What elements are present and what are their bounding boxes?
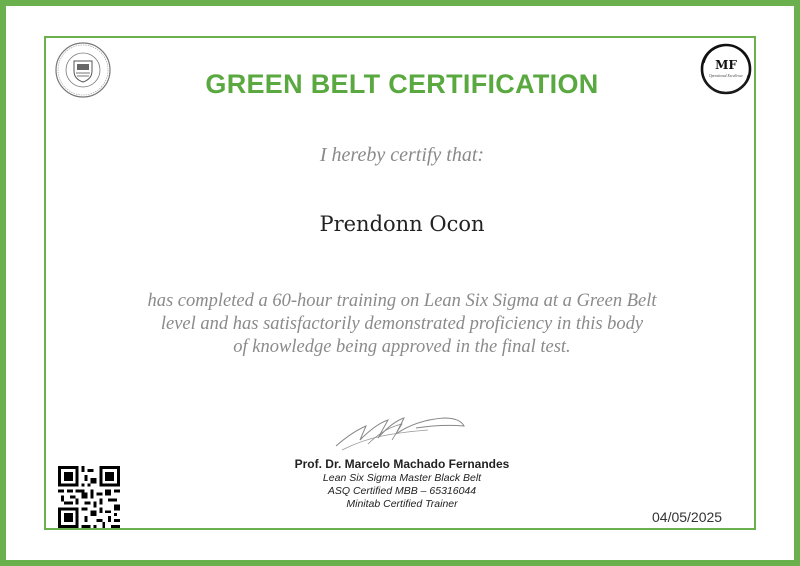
signer-credential: Lean Six Sigma Master Black Belt xyxy=(322,472,482,484)
statement-line: level and has satisfactorily demonstrated proficiency in this body xyxy=(160,314,644,334)
statement-line: has completed a 60-hour training on Lean Six Sigma at a Green Belt xyxy=(147,291,657,311)
mf-logo-tagline: Operational Excellence xyxy=(708,74,744,78)
signature-image xyxy=(332,410,472,452)
mf-logo-monogram: MF xyxy=(715,58,737,72)
signer-name: Prof. Dr. Marcelo Machado Fernandes xyxy=(294,457,510,471)
certificate-frame xyxy=(44,36,756,530)
qr-code-icon[interactable] xyxy=(58,466,120,528)
issue-date: 04/05/2025 xyxy=(652,509,723,525)
signer-credential: Minitab Certified Trainer xyxy=(346,498,458,510)
certificate-title: GREEN BELT CERTIFICATION xyxy=(205,69,599,99)
certify-intro: I hereby certify that: xyxy=(319,144,485,166)
certification-statement xyxy=(106,290,698,359)
statement-line: of knowledge being approved in the final test. xyxy=(233,337,571,357)
signer-credential: ASQ Certified MBB – 65316044 xyxy=(327,485,477,497)
recipient-name: Prendonn Ocon xyxy=(319,212,485,236)
